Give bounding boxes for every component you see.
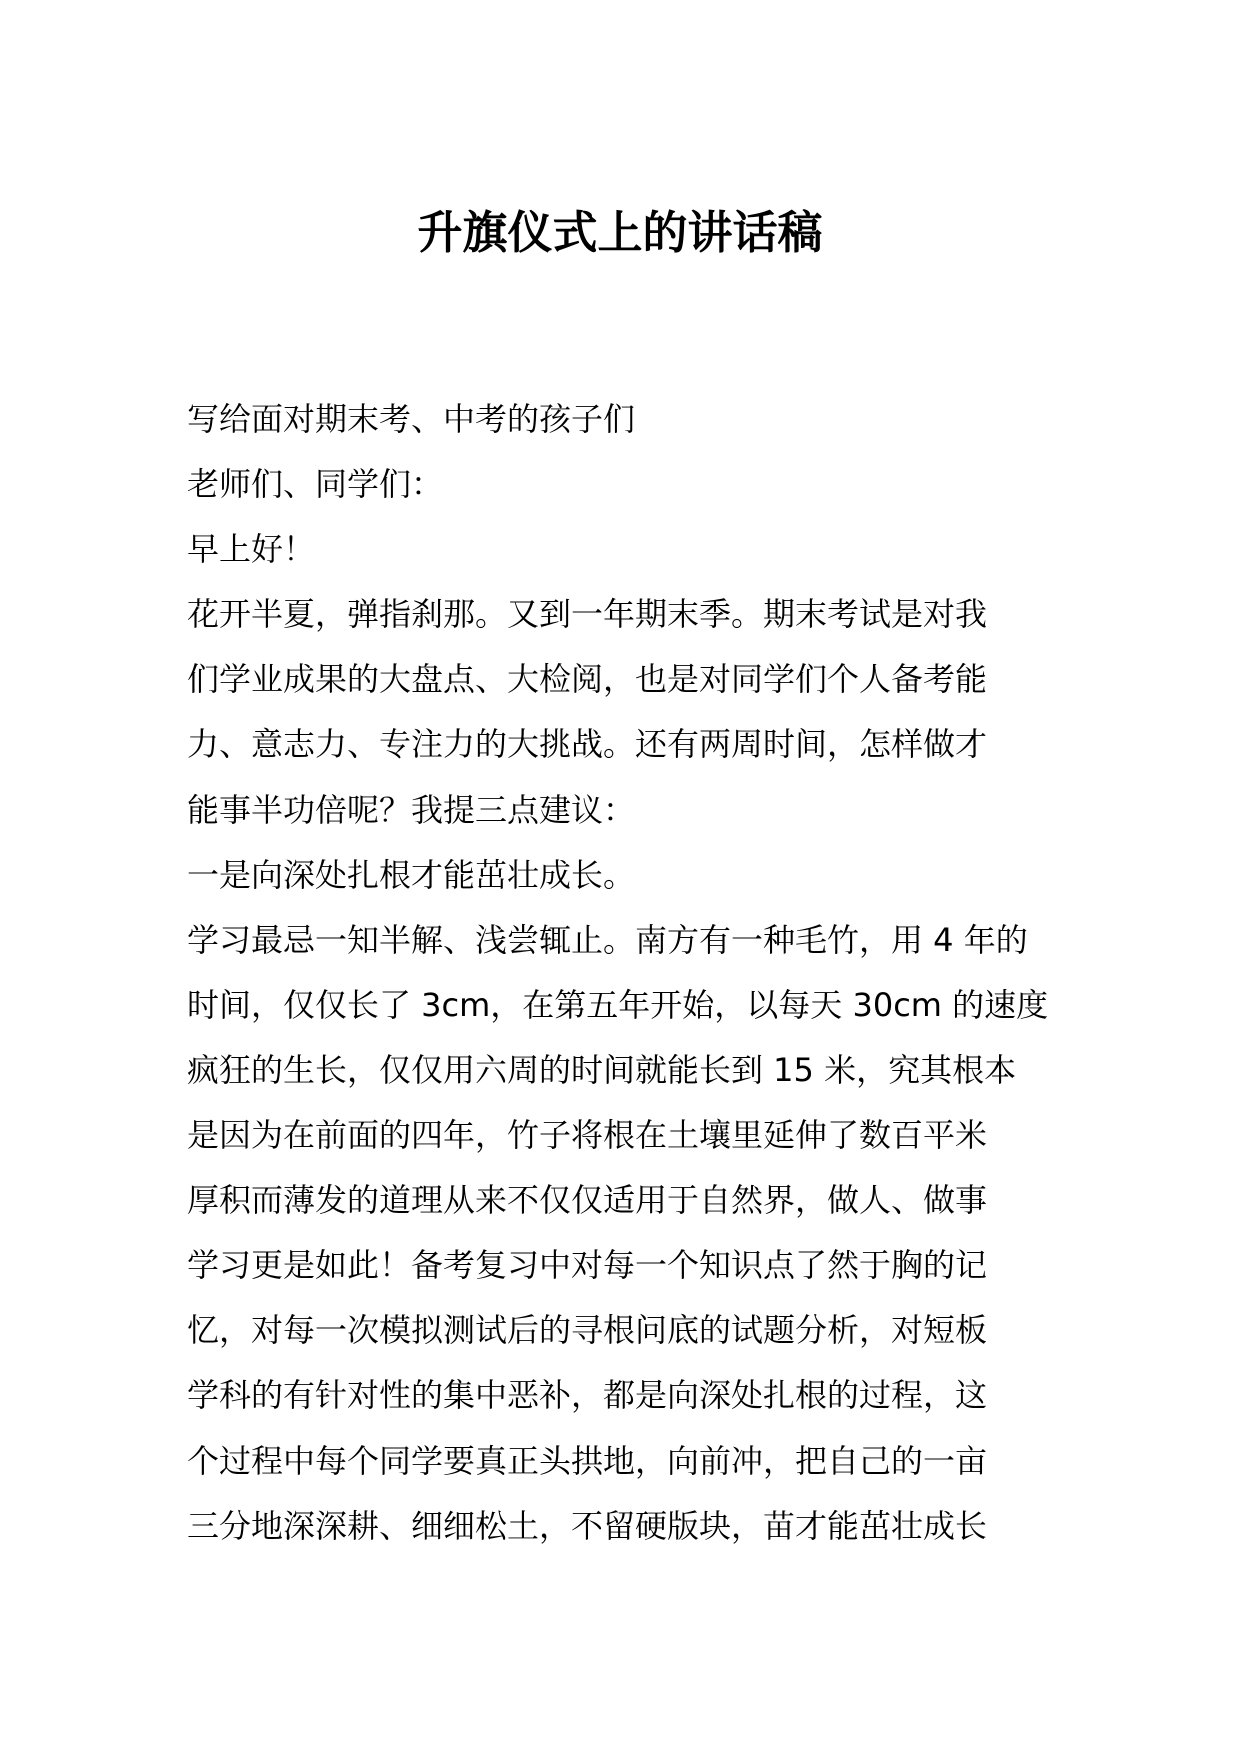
body-line: 一是向深处扎根才能茁壮成长。 xyxy=(187,855,636,894)
body-line: 早上好！ xyxy=(187,530,316,569)
body-line: 三分地深深耕、细细松土，不留硬版块，苗才能茁壮成长 xyxy=(187,1506,988,1545)
body-line: 个过程中每个同学要真正头拱地，向前冲，把自己的一亩 xyxy=(187,1441,988,1480)
body-line: 写给面对期末考、中考的孩子们 xyxy=(187,400,636,438)
body-line: 时间，仅仅长了 3cm，在第五年开始，以每天 30cm 的速度 xyxy=(187,985,1049,1024)
body-line: 学习最忌一知半解、浅尝辄止。南方有一种毛竹，用 4 年的 xyxy=(187,920,1028,959)
body-line: 学习更是如此！备考复习中对每一个知识点了然于胸的记 xyxy=(187,1246,988,1285)
body-line: 厚积而薄发的道理从来不仅仅适用于自然界，做人、做事 xyxy=(187,1181,988,1220)
body-line: 是因为在前面的四年，竹子将根在土壤里延伸了数百平米 xyxy=(187,1116,988,1155)
document-body xyxy=(187,387,1067,1559)
body-line: 们学业成果的大盘点、大检阅，也是对同学们个人备考能 xyxy=(187,660,988,699)
body-line: 忆，对每一次模拟测试后的寻根问底的试题分析，对短板 xyxy=(187,1311,988,1350)
body-line: 花开半夏，弹指刹那。又到一年期末季。期末考试是对我 xyxy=(187,595,988,634)
body-line: 力、意志力、专注力的大挑战。还有两周时间，怎样做才 xyxy=(187,725,988,764)
body-line: 学科的有针对性的集中恶补，都是向深处扎根的过程，这 xyxy=(187,1376,988,1415)
body-line: 疯狂的生长，仅仅用六周的时间就能长到 15 米，究其根本 xyxy=(187,1050,1017,1089)
document-title: 升旗仪式上的讲话稿 xyxy=(417,206,823,259)
body-line: 能事半功倍呢？我提三点建议： xyxy=(187,790,636,829)
body-line: 老师们、同学们： xyxy=(187,465,444,504)
